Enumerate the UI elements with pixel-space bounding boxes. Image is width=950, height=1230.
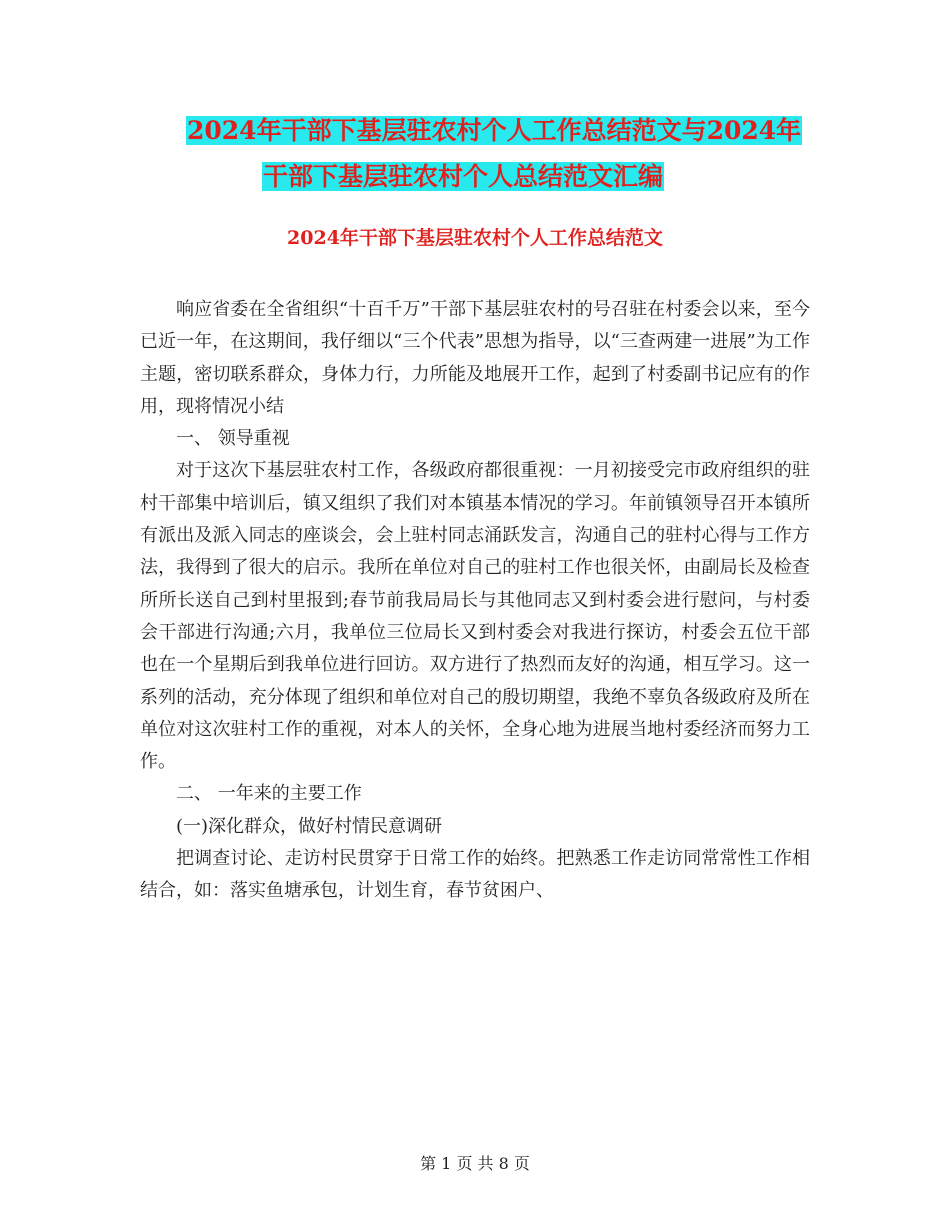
document-title-line-1 (186, 108, 840, 154)
title-highlight-2: 干部下基层驻农村个人总结范文汇编 (263, 162, 664, 191)
heading-main-work: 二、 一年来的主要工作 (176, 783, 362, 805)
page-footer: 第 1 页 共 8 页 (420, 1154, 530, 1173)
document-title (140, 108, 840, 200)
body-text (140, 294, 810, 908)
paragraph-intro: 响应省委在全省组织“十百千万”干部下基层驻农村的号召驻在村委会以来，至今已近一年，在这期间，我仔细以“三个代表”思想为指导，以“三查两建一进展”为工作主题，密切联系群众，身体力行，力所能及地展开工作，起到了村委副书记应有的作用，现将情况小结 (140, 299, 810, 417)
paragraph-survey: 把调查讨论、走访村民贯穿于日常工作的始终。把熟悉工作走访同常常性工作相结合，如：落实鱼塘承包，计划生育，春节贫困户、 (140, 848, 810, 902)
subheading-survey: (一)深化群众，做好村情民意调研 (176, 815, 443, 837)
section-title: 2024年干部下基层驻农村个人工作总结范文 (287, 227, 663, 249)
title-highlight-1: 2024年干部下基层驻农村个人工作总结范文与2024年 (187, 116, 802, 145)
paragraph-leadership: 对于这次下基层驻农村工作，各级政府都很重视：一月初接受完市政府组织的驻村干部集中培训后，镇又组织了我们对本镇基本情况的学习。年前镇领导召开本镇所有派出及派入同志的座谈会，会上驻村同志涌跃发言，沟通自己的驻村心得与工作方法，我得到了很大的启示。我所在单位对自己的驻村工作也很关怀，由副局长及检查所所长送自己到村里报到;春节前我局局长与其他同志又到村委会进行慰问，与村委会干部进行沟通;六月，我单位三位局长又到村委会对我进行探访，村委会五位干部也在一个星期后到我单位进行回访。双方进行了热烈而友好的沟通，相互学习。这一系列的活动，充分体现了组织和单位对自己的殷切期望，我绝不辜负各级政府及所在单位对这次驻村工作的重视，对本人的关怀，全身心地为进展当地村委经济而努力工作。 (140, 460, 810, 773)
heading-leadership: 一、 领导重视 (176, 428, 290, 450)
document-title-line-2 (262, 154, 840, 200)
